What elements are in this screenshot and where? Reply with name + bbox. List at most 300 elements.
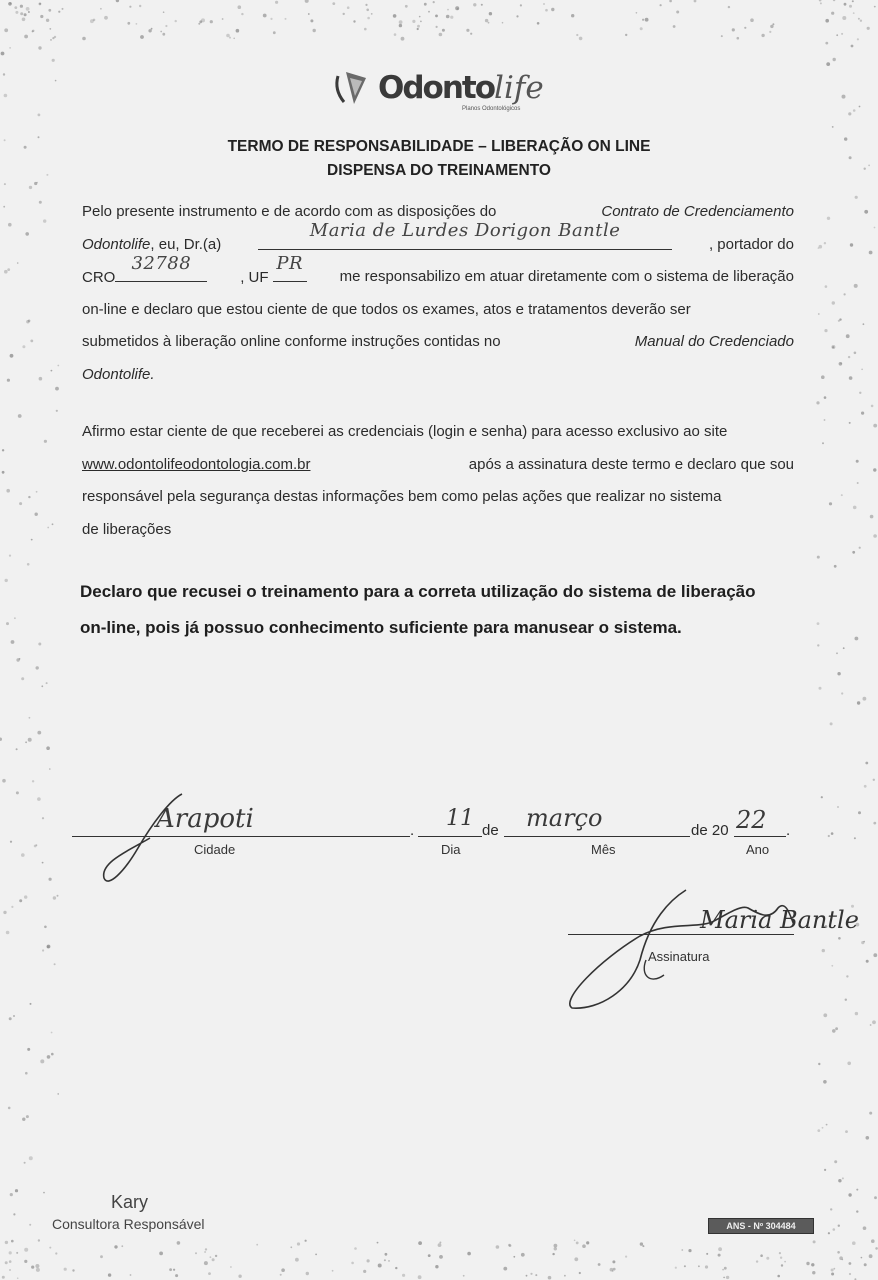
- decorative-dot: [6, 622, 9, 625]
- decorative-dot: [625, 34, 627, 36]
- decorative-dot: [49, 1247, 51, 1249]
- date-place-row: Arapoti Cidade . 11 Dia de março Mês de 20 22 . Ano: [72, 810, 792, 860]
- decorative-dot: [108, 1273, 111, 1276]
- decorative-dot: [439, 1255, 443, 1259]
- decorative-dot: [859, 392, 861, 394]
- decorative-dot: [863, 323, 865, 325]
- decorative-dot: [861, 369, 863, 371]
- decorative-dot: [439, 33, 443, 37]
- decorative-dot: [399, 24, 402, 27]
- decorative-dot: [842, 1177, 844, 1179]
- decorative-dot: [853, 12, 855, 14]
- paragraph-line: de liberações: [82, 520, 172, 538]
- decorative-dot: [681, 1249, 683, 1251]
- decorative-dot: [114, 1245, 117, 1248]
- decorative-dot: [832, 126, 834, 128]
- decorative-dot: [332, 1270, 334, 1272]
- decorative-dot: [848, 1193, 851, 1196]
- decorative-dot: [625, 1256, 627, 1258]
- decorative-dot: [417, 25, 420, 28]
- decorative-dot: [513, 1256, 515, 1258]
- decorative-dot: [874, 227, 876, 229]
- decorative-dot: [828, 835, 830, 837]
- decorative-dot: [1, 52, 5, 56]
- decorative-dot: [212, 1258, 215, 1261]
- decorative-dot: [845, 1130, 848, 1133]
- decorative-dot: [849, 376, 853, 380]
- decorative-dot: [354, 1247, 357, 1250]
- decorative-dot: [489, 12, 492, 15]
- decorative-dot: [51, 1032, 53, 1034]
- decorative-dot: [473, 3, 476, 6]
- decorative-dot: [838, 937, 841, 940]
- decorative-dot: [824, 396, 827, 399]
- decorative-dot: [195, 1252, 197, 1254]
- decorative-dot: [849, 156, 852, 159]
- decorative-dot: [121, 1245, 123, 1247]
- decorative-dot: [175, 1274, 178, 1277]
- decorative-dot: [55, 1252, 57, 1254]
- decorative-dot: [43, 1192, 45, 1194]
- decorative-dot: [856, 923, 860, 927]
- decorative-dot: [19, 658, 21, 660]
- decorative-dot: [9, 1017, 12, 1020]
- decorative-dot: [521, 1253, 525, 1257]
- decorative-dot: [439, 1242, 441, 1244]
- decorative-dot: [837, 672, 840, 675]
- decorative-dot: [21, 677, 24, 680]
- decorative-dot: [22, 18, 26, 22]
- decorative-dot: [24, 35, 28, 39]
- decorative-dot: [684, 1265, 686, 1267]
- decorative-dot: [44, 440, 47, 443]
- decorative-dot: [130, 1274, 132, 1276]
- decorative-dot: [750, 18, 754, 22]
- decorative-dot: [25, 232, 29, 236]
- decorative-dot: [46, 682, 48, 684]
- decorative-dot: [870, 515, 874, 519]
- decorative-dot: [854, 284, 858, 288]
- decorative-dot: [718, 1247, 722, 1251]
- decorative-dot: [872, 1020, 876, 1024]
- decorative-dot: [378, 1264, 382, 1268]
- decorative-dot: [535, 1274, 537, 1276]
- decorative-dot: [825, 19, 829, 23]
- decorative-dot: [613, 1268, 616, 1271]
- decorative-dot: [836, 34, 838, 36]
- decorative-dot: [229, 37, 231, 39]
- decorative-dot: [7, 268, 10, 271]
- decorative-dot: [824, 1169, 826, 1171]
- decorative-dot: [806, 1262, 809, 1265]
- decorative-dot: [199, 20, 202, 23]
- decorative-dot: [610, 1268, 614, 1272]
- decorative-dot: [57, 365, 59, 367]
- decorative-dot: [873, 953, 877, 957]
- decorative-dot: [15, 1189, 18, 1192]
- decorative-dot: [332, 2, 335, 5]
- decorative-dot: [869, 1112, 872, 1115]
- decorative-dot: [230, 1266, 232, 1268]
- decorative-dot: [832, 301, 835, 304]
- decorative-dot: [839, 1256, 843, 1260]
- decorative-dot: [20, 5, 23, 8]
- decorative-dot: [863, 941, 865, 943]
- decorative-dot: [222, 18, 224, 20]
- decorative-dot: [29, 1156, 33, 1160]
- decorative-dot: [313, 29, 316, 32]
- decorative-dot: [19, 899, 22, 902]
- decorative-dot: [26, 1115, 29, 1118]
- decorative-dot: [841, 494, 843, 496]
- decorative-dot: [35, 1264, 39, 1268]
- decorative-dot: [36, 666, 39, 669]
- decorative-dot: [31, 1266, 34, 1269]
- decorative-dot: [543, 3, 545, 5]
- decorative-dot: [870, 1024, 872, 1026]
- decorative-dot: [777, 1275, 780, 1278]
- decorative-dot: [853, 109, 856, 112]
- decorative-dot: [612, 1260, 615, 1263]
- decorative-dot: [780, 1257, 782, 1259]
- decorative-dot: [29, 186, 32, 189]
- decorative-dot: [831, 12, 834, 15]
- decorative-dot: [766, 1257, 769, 1260]
- decorative-dot: [51, 370, 53, 372]
- decorative-dot: [395, 1267, 397, 1269]
- decorative-dot: [10, 841, 12, 843]
- decorative-dot: [481, 4, 483, 6]
- decorative-dot: [824, 242, 826, 244]
- decorative-dot: [151, 28, 153, 30]
- decorative-dot: [28, 496, 30, 498]
- decorative-dot: [365, 4, 367, 6]
- decorative-dot: [438, 1243, 442, 1247]
- decorative-dot: [238, 5, 242, 9]
- decorative-dot: [467, 1252, 471, 1256]
- decorative-dot: [9, 1251, 12, 1254]
- decorative-dot: [723, 1277, 725, 1279]
- decorative-dot: [36, 182, 38, 184]
- decorative-dot: [11, 640, 15, 644]
- decorative-dot: [402, 1274, 405, 1277]
- decorative-dot: [579, 37, 583, 41]
- decorative-dot: [819, 687, 822, 690]
- decorative-dot: [436, 26, 438, 28]
- decorative-dot: [582, 1244, 586, 1248]
- decorative-dot: [15, 11, 18, 14]
- decorative-dot: [136, 23, 138, 25]
- decorative-dot: [726, 1276, 729, 1279]
- decorative-dot: [756, 1260, 758, 1262]
- city-label: Cidade: [194, 842, 236, 857]
- decorative-dot: [857, 38, 859, 40]
- signature-handwritten-text: Maria Bantle: [700, 906, 859, 934]
- decorative-dot: [5, 1261, 8, 1264]
- decorative-dot: [43, 219, 46, 222]
- decorative-dot: [305, 1240, 307, 1242]
- decorative-dot: [280, 1274, 282, 1276]
- decorative-dot: [16, 1252, 18, 1254]
- decorative-dot: [849, 1273, 851, 1275]
- decorative-dot: [811, 1263, 814, 1266]
- decorative-dot: [29, 1224, 31, 1226]
- decorative-dot: [818, 313, 820, 315]
- document-subtitle: DISPENSA DO TREINAMENTO: [327, 162, 551, 179]
- decorative-dot: [855, 1012, 858, 1015]
- decorative-dot: [761, 34, 764, 37]
- decorative-dot: [463, 1275, 465, 1277]
- decorative-dot: [104, 16, 108, 20]
- decorative-dot: [315, 1254, 317, 1256]
- paragraph-2: [82, 416, 794, 546]
- decorative-dot: [394, 33, 397, 36]
- decorative-dot: [849, 1262, 852, 1265]
- decorative-dot: [579, 1272, 581, 1274]
- decorative-dot: [226, 34, 230, 38]
- decorative-dot: [6, 489, 10, 493]
- decorative-dot: [40, 1059, 44, 1063]
- decorative-dot: [873, 534, 877, 538]
- decorative-dot: [388, 1260, 390, 1262]
- decorative-dot: [848, 356, 850, 358]
- decorative-dot: [140, 35, 144, 39]
- decorative-dot: [640, 1242, 643, 1245]
- decorative-dot: [273, 31, 276, 34]
- decorative-dot: [38, 643, 41, 646]
- decorative-dot: [831, 1273, 834, 1276]
- decorative-dot: [669, 0, 672, 2]
- decorative-dot: [847, 1062, 851, 1066]
- decorative-dot: [844, 293, 846, 295]
- decorative-dot: [825, 42, 828, 45]
- decorative-dot: [843, 647, 845, 649]
- decorative-dot: [435, 1265, 438, 1268]
- decorative-dot: [817, 644, 819, 646]
- decorative-dot: [676, 11, 679, 14]
- decorative-dot: [40, 15, 43, 18]
- decorative-dot: [11, 906, 13, 908]
- decorative-dot: [19, 502, 22, 505]
- year-handwritten: 22: [736, 806, 767, 834]
- consultant-role: Consultora Responsável: [52, 1216, 205, 1232]
- decorative-dot: [37, 797, 41, 801]
- decorative-dot: [827, 217, 830, 220]
- decorative-dot: [503, 1267, 507, 1271]
- decorative-dot: [52, 37, 54, 39]
- decorative-dot: [724, 1267, 727, 1270]
- decorative-dot: [857, 701, 860, 704]
- decorative-dot: [642, 1245, 644, 1247]
- decorative-dot: [49, 28, 51, 30]
- consultant-name: Kary: [111, 1192, 149, 1212]
- decorative-dot: [548, 1276, 552, 1280]
- decorative-dot: [721, 35, 723, 37]
- decorative-dot: [205, 1248, 207, 1250]
- decorative-dot: [770, 25, 773, 28]
- day-handwritten: 11: [446, 806, 474, 831]
- decorative-dot: [210, 20, 213, 23]
- decorative-dot: [11, 1240, 14, 1243]
- decorative-dot: [844, 3, 847, 6]
- decorative-dot: [837, 1251, 840, 1254]
- decorative-dot: [833, 1268, 835, 1270]
- decorative-dot: [833, 58, 836, 61]
- decorative-dot: [173, 1269, 175, 1271]
- decorative-dot: [508, 1244, 511, 1247]
- decorative-dot: [4, 94, 8, 98]
- decorative-dot: [14, 617, 16, 619]
- decorative-dot: [869, 251, 873, 255]
- decorative-dot: [769, 31, 771, 33]
- decorative-dot: [857, 482, 859, 484]
- decorative-dot: [90, 19, 94, 23]
- decorative-dot: [9, 1269, 11, 1271]
- decorative-dot: [823, 1080, 827, 1084]
- decorative-dot: [867, 27, 870, 30]
- decorative-dot: [2, 471, 5, 474]
- decorative-dot: [49, 768, 51, 770]
- decorative-dot: [51, 1053, 54, 1056]
- decorative-dot: [139, 5, 141, 7]
- decorative-dot: [116, 0, 119, 2]
- decorative-dot: [846, 975, 848, 977]
- decorative-dot: [13, 1015, 15, 1017]
- decorative-dot: [858, 811, 861, 814]
- decorative-dot: [832, 1029, 836, 1033]
- decorative-dot: [744, 27, 746, 29]
- decorative-dot: [24, 895, 27, 898]
- decorative-dot: [308, 13, 310, 15]
- decorative-dot: [856, 1210, 858, 1212]
- decorative-dot: [694, 0, 697, 2]
- decorative-dot: [366, 9, 369, 12]
- decorative-dot: [554, 1247, 557, 1250]
- decorative-dot: [822, 1127, 824, 1129]
- decorative-dot: [30, 340, 33, 343]
- decorative-dot: [874, 1196, 877, 1199]
- decorative-dot: [9, 47, 11, 49]
- decorative-dot: [645, 18, 649, 22]
- decorative-dot: [16, 748, 18, 750]
- decorative-dot: [52, 59, 55, 62]
- decorative-dot: [238, 1275, 241, 1278]
- decorative-dot: [2, 1276, 5, 1279]
- decorative-dot: [455, 6, 459, 10]
- decorative-dot: [371, 13, 373, 15]
- decorative-dot: [502, 22, 504, 24]
- decorative-dot: [833, 0, 835, 1]
- decorative-dot: [36, 1268, 40, 1272]
- decorative-dot: [367, 17, 370, 20]
- decorative-dot: [841, 33, 843, 35]
- decorative-dot: [830, 722, 833, 725]
- year-label: Ano: [746, 842, 770, 857]
- decorative-dot: [55, 387, 59, 391]
- decorative-dot: [856, 460, 859, 463]
- decorative-dot: [871, 1239, 875, 1243]
- decorative-dot: [873, 822, 876, 825]
- decorative-dot: [442, 29, 445, 32]
- decorative-dot: [834, 565, 837, 568]
- decorative-dot: [175, 20, 177, 22]
- decorative-dot: [450, 16, 453, 19]
- decorative-dot: [28, 11, 30, 13]
- decorative-dot: [698, 1265, 700, 1267]
- logo-subtitle: Planos Odontológicos: [462, 106, 521, 112]
- decorative-dot: [39, 3, 42, 6]
- decorative-dot: [598, 1263, 601, 1266]
- logo-wordmark: Odontolife: [378, 70, 544, 106]
- decorative-dot: [9, 555, 11, 557]
- decorative-dot: [285, 18, 287, 20]
- decorative-dot: [160, 31, 162, 33]
- decorative-dot: [3, 73, 5, 75]
- decorative-dot: [270, 18, 272, 20]
- decorative-dot: [831, 965, 833, 967]
- decorative-dot: [854, 837, 856, 839]
- decorative-dot: [496, 1245, 500, 1249]
- decorative-dot: [10, 354, 14, 358]
- paragraph-line: Odontolife, eu, Dr.(a) Maria de Lurdes Dorigon Bantle , portador do: [82, 229, 794, 262]
- decorative-dot: [852, 1241, 856, 1245]
- decorative-dot: [305, 0, 309, 3]
- decorative-dot: [2, 779, 6, 783]
- decorative-dot: [869, 1254, 873, 1258]
- decorative-dot: [8, 223, 12, 227]
- decorative-dot: [412, 20, 415, 23]
- decorative-dot: [545, 9, 548, 12]
- decorative-dot: [177, 1241, 181, 1245]
- decorative-dot: [574, 1257, 578, 1261]
- decorative-dot: [861, 412, 864, 415]
- decorative-dot: [42, 862, 44, 864]
- decorative-dot: [37, 731, 41, 735]
- decorative-dot: [822, 949, 825, 952]
- paragraph-3: [80, 574, 796, 646]
- decorative-dot: [22, 345, 25, 348]
- decorative-dot: [874, 6, 876, 8]
- decorative-dot: [25, 741, 27, 743]
- decorative-dot: [159, 1252, 163, 1256]
- decorative-dot: [781, 1264, 783, 1266]
- decorative-dot: [148, 29, 151, 32]
- decorative-dot: [675, 1267, 677, 1269]
- decorative-dot: [204, 1251, 206, 1253]
- decorative-dot: [859, 106, 861, 108]
- decorative-dot: [858, 18, 860, 20]
- decorative-dot: [551, 8, 554, 11]
- day-line: [418, 836, 482, 837]
- decorative-dot: [834, 1160, 837, 1163]
- decorative-dot: [838, 1179, 841, 1182]
- decorative-dot: [854, 352, 857, 355]
- decorative-dot: [863, 697, 867, 701]
- uf-field: [273, 252, 307, 282]
- decorative-dot: [384, 1259, 386, 1261]
- decorative-dot: [377, 1242, 379, 1244]
- decorative-dot: [817, 1129, 820, 1132]
- decorative-dot: [851, 45, 854, 48]
- decorative-dot: [5, 579, 8, 582]
- decorative-dot: [818, 1063, 820, 1065]
- decorative-dot: [127, 22, 130, 25]
- decorative-dot: [56, 410, 58, 412]
- website-link[interactable]: www.odontolifeodontologia.com.br: [82, 455, 311, 473]
- decorative-dot: [347, 6, 350, 9]
- decorative-dot: [47, 527, 49, 529]
- ans-registration-badge: ANS - Nº 304484: [708, 1218, 814, 1234]
